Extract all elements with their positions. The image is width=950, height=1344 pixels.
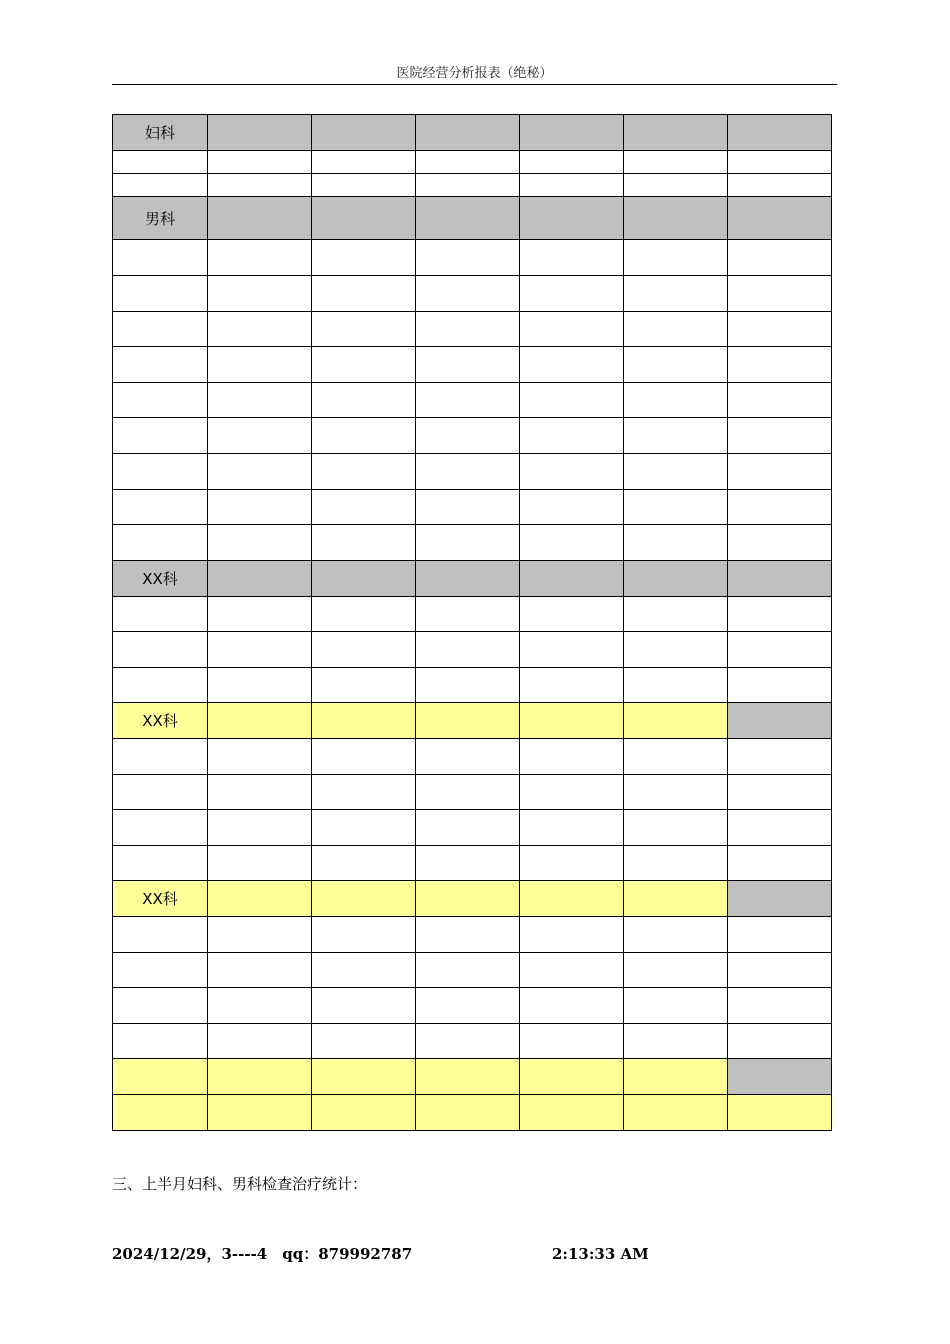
table-cell bbox=[312, 597, 416, 632]
table-cell bbox=[624, 174, 728, 197]
table-row bbox=[113, 846, 832, 881]
table-cell bbox=[416, 525, 520, 561]
table-cell bbox=[624, 1024, 728, 1059]
table-cell bbox=[520, 597, 624, 632]
table-cell bbox=[624, 632, 728, 668]
table-cell bbox=[416, 197, 520, 240]
table-cell bbox=[624, 1095, 728, 1131]
table-row bbox=[113, 1024, 832, 1059]
table-cell bbox=[728, 1059, 832, 1095]
table-cell bbox=[416, 312, 520, 347]
row-label-cell bbox=[113, 454, 208, 490]
table-cell bbox=[312, 1024, 416, 1059]
row-label-cell bbox=[113, 418, 208, 454]
table-cell bbox=[312, 174, 416, 197]
table-cell bbox=[416, 988, 520, 1024]
footer-time: 2:13:33 AM bbox=[552, 1245, 649, 1263]
table-cell bbox=[624, 739, 728, 775]
table-cell bbox=[208, 525, 312, 561]
table-cell bbox=[624, 525, 728, 561]
table-cell bbox=[208, 561, 312, 597]
table-cell bbox=[312, 490, 416, 525]
table-cell bbox=[312, 703, 416, 739]
table-cell bbox=[520, 525, 624, 561]
table-cell bbox=[416, 1059, 520, 1095]
table-row bbox=[113, 597, 832, 632]
table-row bbox=[113, 115, 832, 151]
table-cell bbox=[520, 775, 624, 810]
table-cell bbox=[624, 561, 728, 597]
table-cell bbox=[624, 703, 728, 739]
row-label-cell bbox=[113, 490, 208, 525]
table-cell bbox=[520, 1095, 624, 1131]
row-label-cell bbox=[113, 1095, 208, 1131]
table-cell bbox=[624, 668, 728, 703]
table-cell bbox=[208, 454, 312, 490]
row-label-cell bbox=[113, 953, 208, 988]
table-cell bbox=[728, 454, 832, 490]
table-cell bbox=[520, 347, 624, 383]
table-cell bbox=[728, 846, 832, 881]
table-row bbox=[113, 197, 832, 240]
table-row bbox=[113, 418, 832, 454]
table-cell bbox=[312, 775, 416, 810]
table-cell bbox=[312, 115, 416, 151]
table-row bbox=[113, 739, 832, 775]
table-cell bbox=[728, 347, 832, 383]
header-title: 医院经营分析报表（绝秘） bbox=[396, 66, 553, 81]
table-cell bbox=[312, 151, 416, 174]
table-cell bbox=[312, 988, 416, 1024]
table-cell bbox=[416, 151, 520, 174]
table-cell bbox=[624, 347, 728, 383]
table-cell bbox=[520, 240, 624, 276]
row-label-cell bbox=[113, 775, 208, 810]
table-cell bbox=[416, 846, 520, 881]
row-label-cell bbox=[113, 917, 208, 953]
table-cell bbox=[624, 197, 728, 240]
table-cell bbox=[520, 312, 624, 347]
table-cell bbox=[208, 115, 312, 151]
table-cell bbox=[208, 1024, 312, 1059]
table-cell bbox=[416, 703, 520, 739]
table-cell bbox=[520, 174, 624, 197]
table-cell bbox=[520, 151, 624, 174]
table-cell bbox=[728, 151, 832, 174]
table-cell bbox=[312, 846, 416, 881]
table-cell bbox=[416, 632, 520, 668]
table-cell bbox=[312, 668, 416, 703]
table-cell bbox=[208, 668, 312, 703]
table-cell bbox=[208, 775, 312, 810]
table-cell bbox=[312, 1059, 416, 1095]
table-cell bbox=[208, 197, 312, 240]
table-cell bbox=[208, 988, 312, 1024]
table-row bbox=[113, 1059, 832, 1095]
table-cell bbox=[520, 703, 624, 739]
table-cell bbox=[312, 383, 416, 418]
table-row bbox=[113, 703, 832, 739]
table-cell bbox=[208, 383, 312, 418]
row-label-cell bbox=[113, 810, 208, 846]
table-row bbox=[113, 775, 832, 810]
table-cell bbox=[520, 454, 624, 490]
row-label-cell bbox=[113, 347, 208, 383]
row-label-cell: XX科 bbox=[113, 881, 208, 917]
table-cell bbox=[312, 525, 416, 561]
table-cell bbox=[520, 197, 624, 240]
table-cell bbox=[416, 174, 520, 197]
table-cell bbox=[624, 490, 728, 525]
table-cell bbox=[520, 810, 624, 846]
table-cell bbox=[312, 953, 416, 988]
row-label-cell: XX科 bbox=[113, 561, 208, 597]
footer-date-qq: 2024/12/29，3----4 qq：879992787 bbox=[112, 1245, 413, 1263]
table-cell bbox=[728, 953, 832, 988]
table-cell bbox=[624, 454, 728, 490]
table-cell bbox=[728, 490, 832, 525]
table-cell bbox=[416, 1095, 520, 1131]
table-cell bbox=[520, 988, 624, 1024]
table-row bbox=[113, 988, 832, 1024]
row-label-cell: 男科 bbox=[113, 197, 208, 240]
table-cell bbox=[312, 347, 416, 383]
row-label-cell bbox=[113, 988, 208, 1024]
table-cell bbox=[208, 1095, 312, 1131]
table-cell bbox=[208, 240, 312, 276]
table-row bbox=[113, 668, 832, 703]
table-cell bbox=[208, 151, 312, 174]
table-cell bbox=[520, 276, 624, 312]
table-cell bbox=[312, 810, 416, 846]
table-cell bbox=[312, 312, 416, 347]
table-cell bbox=[624, 953, 728, 988]
table-cell bbox=[624, 240, 728, 276]
row-label-cell bbox=[113, 1059, 208, 1095]
table-cell bbox=[312, 561, 416, 597]
table-cell bbox=[312, 240, 416, 276]
table-row bbox=[113, 240, 832, 276]
table-row bbox=[113, 953, 832, 988]
table-cell bbox=[624, 312, 728, 347]
table-cell bbox=[416, 490, 520, 525]
table-cell bbox=[416, 739, 520, 775]
table-cell bbox=[312, 197, 416, 240]
table-cell bbox=[416, 953, 520, 988]
row-label-cell bbox=[113, 151, 208, 174]
table-cell bbox=[416, 276, 520, 312]
table-cell bbox=[728, 418, 832, 454]
table-cell bbox=[416, 810, 520, 846]
table-cell bbox=[208, 739, 312, 775]
table-cell bbox=[520, 917, 624, 953]
table-cell bbox=[728, 240, 832, 276]
row-label-cell bbox=[113, 1024, 208, 1059]
table-row bbox=[113, 810, 832, 846]
table-cell bbox=[208, 1059, 312, 1095]
table-row bbox=[113, 632, 832, 668]
table-cell bbox=[728, 917, 832, 953]
table-cell bbox=[520, 1059, 624, 1095]
table-row bbox=[113, 525, 832, 561]
table-cell bbox=[312, 276, 416, 312]
table-row bbox=[113, 454, 832, 490]
row-label-cell bbox=[113, 739, 208, 775]
table-cell bbox=[208, 276, 312, 312]
table-cell bbox=[208, 347, 312, 383]
table-cell bbox=[208, 597, 312, 632]
table-cell bbox=[416, 347, 520, 383]
row-label-cell bbox=[113, 668, 208, 703]
table-cell bbox=[728, 174, 832, 197]
table-cell bbox=[624, 846, 728, 881]
table-cell bbox=[416, 418, 520, 454]
row-label-cell bbox=[113, 312, 208, 347]
section-heading: 三、上半月妇科、男科检查治疗统计： bbox=[112, 1175, 368, 1193]
row-label-cell bbox=[113, 525, 208, 561]
table-cell bbox=[728, 1024, 832, 1059]
table-cell bbox=[728, 810, 832, 846]
table-cell bbox=[208, 174, 312, 197]
row-label-cell bbox=[113, 632, 208, 668]
table-cell bbox=[728, 276, 832, 312]
table-cell bbox=[208, 703, 312, 739]
table-cell bbox=[624, 151, 728, 174]
table-cell bbox=[520, 632, 624, 668]
table-cell bbox=[416, 561, 520, 597]
table-cell bbox=[416, 775, 520, 810]
table-cell bbox=[624, 276, 728, 312]
table-row bbox=[113, 276, 832, 312]
table-cell bbox=[624, 988, 728, 1024]
table-cell bbox=[728, 881, 832, 917]
table-cell bbox=[728, 988, 832, 1024]
table-cell bbox=[520, 490, 624, 525]
table-row bbox=[113, 881, 832, 917]
row-label-cell: 妇科 bbox=[113, 115, 208, 151]
table-cell bbox=[416, 597, 520, 632]
table-row bbox=[113, 174, 832, 197]
table-cell bbox=[520, 739, 624, 775]
table-cell bbox=[208, 953, 312, 988]
table-cell bbox=[520, 953, 624, 988]
table-row bbox=[113, 151, 832, 174]
table-cell bbox=[208, 881, 312, 917]
table-row bbox=[113, 490, 832, 525]
table-cell bbox=[520, 115, 624, 151]
table-cell bbox=[728, 561, 832, 597]
table-cell bbox=[520, 561, 624, 597]
table-cell bbox=[312, 881, 416, 917]
table-cell bbox=[728, 1095, 832, 1131]
table-cell bbox=[520, 881, 624, 917]
table-cell bbox=[520, 668, 624, 703]
table-cell bbox=[728, 597, 832, 632]
table-cell bbox=[728, 632, 832, 668]
table-cell bbox=[624, 881, 728, 917]
table-cell bbox=[416, 881, 520, 917]
page-header bbox=[112, 64, 837, 85]
table-cell bbox=[208, 418, 312, 454]
table-cell bbox=[312, 632, 416, 668]
table-cell bbox=[208, 846, 312, 881]
table-cell bbox=[312, 739, 416, 775]
table-row bbox=[113, 561, 832, 597]
table-cell bbox=[624, 917, 728, 953]
row-label-cell bbox=[113, 846, 208, 881]
row-label-cell bbox=[113, 597, 208, 632]
table-cell bbox=[416, 1024, 520, 1059]
table-cell bbox=[728, 739, 832, 775]
table-cell bbox=[312, 454, 416, 490]
table-cell bbox=[208, 312, 312, 347]
row-label-cell bbox=[113, 383, 208, 418]
table-row bbox=[113, 917, 832, 953]
table-cell bbox=[520, 383, 624, 418]
table-cell bbox=[416, 917, 520, 953]
table-cell bbox=[520, 1024, 624, 1059]
table-row bbox=[113, 1095, 832, 1131]
table-cell bbox=[312, 1095, 416, 1131]
table-cell bbox=[624, 597, 728, 632]
row-label-cell bbox=[113, 174, 208, 197]
table-cell bbox=[520, 418, 624, 454]
table-cell bbox=[728, 775, 832, 810]
table-cell bbox=[624, 775, 728, 810]
page-footer bbox=[112, 1242, 837, 1266]
row-label-cell bbox=[113, 276, 208, 312]
report-table-body bbox=[113, 115, 832, 1131]
row-label-cell: XX科 bbox=[113, 703, 208, 739]
table-cell bbox=[728, 115, 832, 151]
table-cell bbox=[208, 917, 312, 953]
table-cell bbox=[624, 810, 728, 846]
table-cell bbox=[624, 418, 728, 454]
table-cell bbox=[416, 240, 520, 276]
table-cell bbox=[416, 115, 520, 151]
table-cell bbox=[312, 418, 416, 454]
table-cell bbox=[520, 846, 624, 881]
table-cell bbox=[624, 383, 728, 418]
table-cell bbox=[312, 917, 416, 953]
table-row bbox=[113, 312, 832, 347]
table-cell bbox=[624, 1059, 728, 1095]
table-cell bbox=[208, 810, 312, 846]
table-row bbox=[113, 347, 832, 383]
table-cell bbox=[728, 312, 832, 347]
table-cell bbox=[728, 525, 832, 561]
row-label-cell bbox=[113, 240, 208, 276]
table-cell bbox=[624, 115, 728, 151]
table-cell bbox=[728, 668, 832, 703]
table-row bbox=[113, 383, 832, 418]
table-cell bbox=[416, 454, 520, 490]
table-cell bbox=[728, 383, 832, 418]
table-cell bbox=[728, 703, 832, 739]
table-cell bbox=[728, 197, 832, 240]
table-cell bbox=[208, 490, 312, 525]
table-cell bbox=[416, 383, 520, 418]
report-table bbox=[112, 114, 832, 1131]
table-cell bbox=[416, 668, 520, 703]
table-cell bbox=[208, 632, 312, 668]
